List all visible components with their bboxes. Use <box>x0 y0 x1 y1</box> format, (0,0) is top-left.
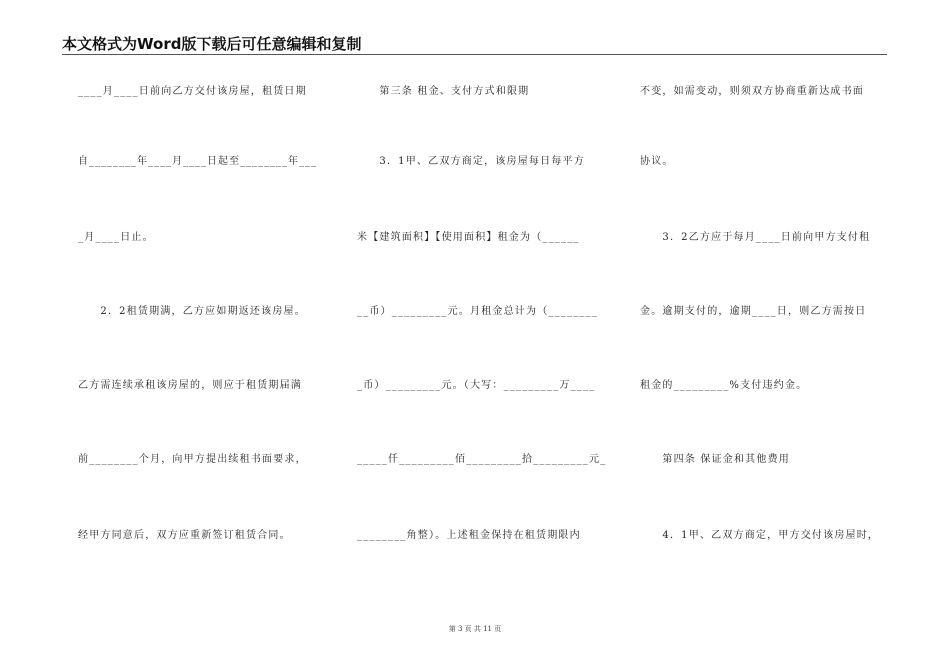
text-line: _月____日止。 <box>78 232 154 243</box>
page-number: 第 3 页 共 11 页 <box>448 625 502 633</box>
text-line: 米【建筑面积】【使用面积】租金为（______ <box>357 232 580 243</box>
text-line: _____仟_________佰_________拾_________元_ <box>357 454 607 465</box>
text-line: 3．2乙方应于每月____日前向甲方支付租 <box>640 232 871 243</box>
text-line: 2．2租赁期满，乙方应如期返还该房屋。 <box>78 306 306 317</box>
text-line: 协议。 <box>640 156 674 167</box>
text-line: 租金的_________%支付违约金。 <box>640 380 808 391</box>
text-line: 第四条 保证金和其他费用 <box>640 454 790 465</box>
text-line: 经甲方同意后，双方应重新签订租赁合同。 <box>78 530 291 541</box>
text-line: 自________年____月____日起至________年___ <box>78 156 317 167</box>
text-line: 金。逾期支付的，逾期____日，则乙方需按日 <box>640 306 867 317</box>
text-line: 乙方需连续承租该房屋的，则应于租赁期届满 <box>78 380 302 391</box>
document-header-title: 本文格式为Word版下载后可任意编辑和复制 <box>62 35 362 53</box>
text-line: ________角整）。上述租金保持在租赁期限内 <box>357 530 581 541</box>
text-line: 3．1甲、乙双方商定，该房屋每日每平方 <box>357 156 585 167</box>
text-line: _币）_________元。（大写：_________万____ <box>357 380 596 391</box>
text-line: 第三条 租金、支付方式和限期 <box>357 86 530 97</box>
text-line: 4．1甲、乙双方商定，甲方交付该房屋时， <box>640 530 880 541</box>
text-line: 前________个月，向甲方提出续租书面要求， <box>78 454 307 465</box>
text-line: 不变，如需变动，则须双方协商重新达成书面 <box>640 86 864 97</box>
text-line: ____月____日前向乙方交付该房屋，租赁日期 <box>78 86 307 97</box>
text-line: __币）_________元。月租金总计为（________ <box>357 306 598 317</box>
header-divider <box>62 54 887 55</box>
